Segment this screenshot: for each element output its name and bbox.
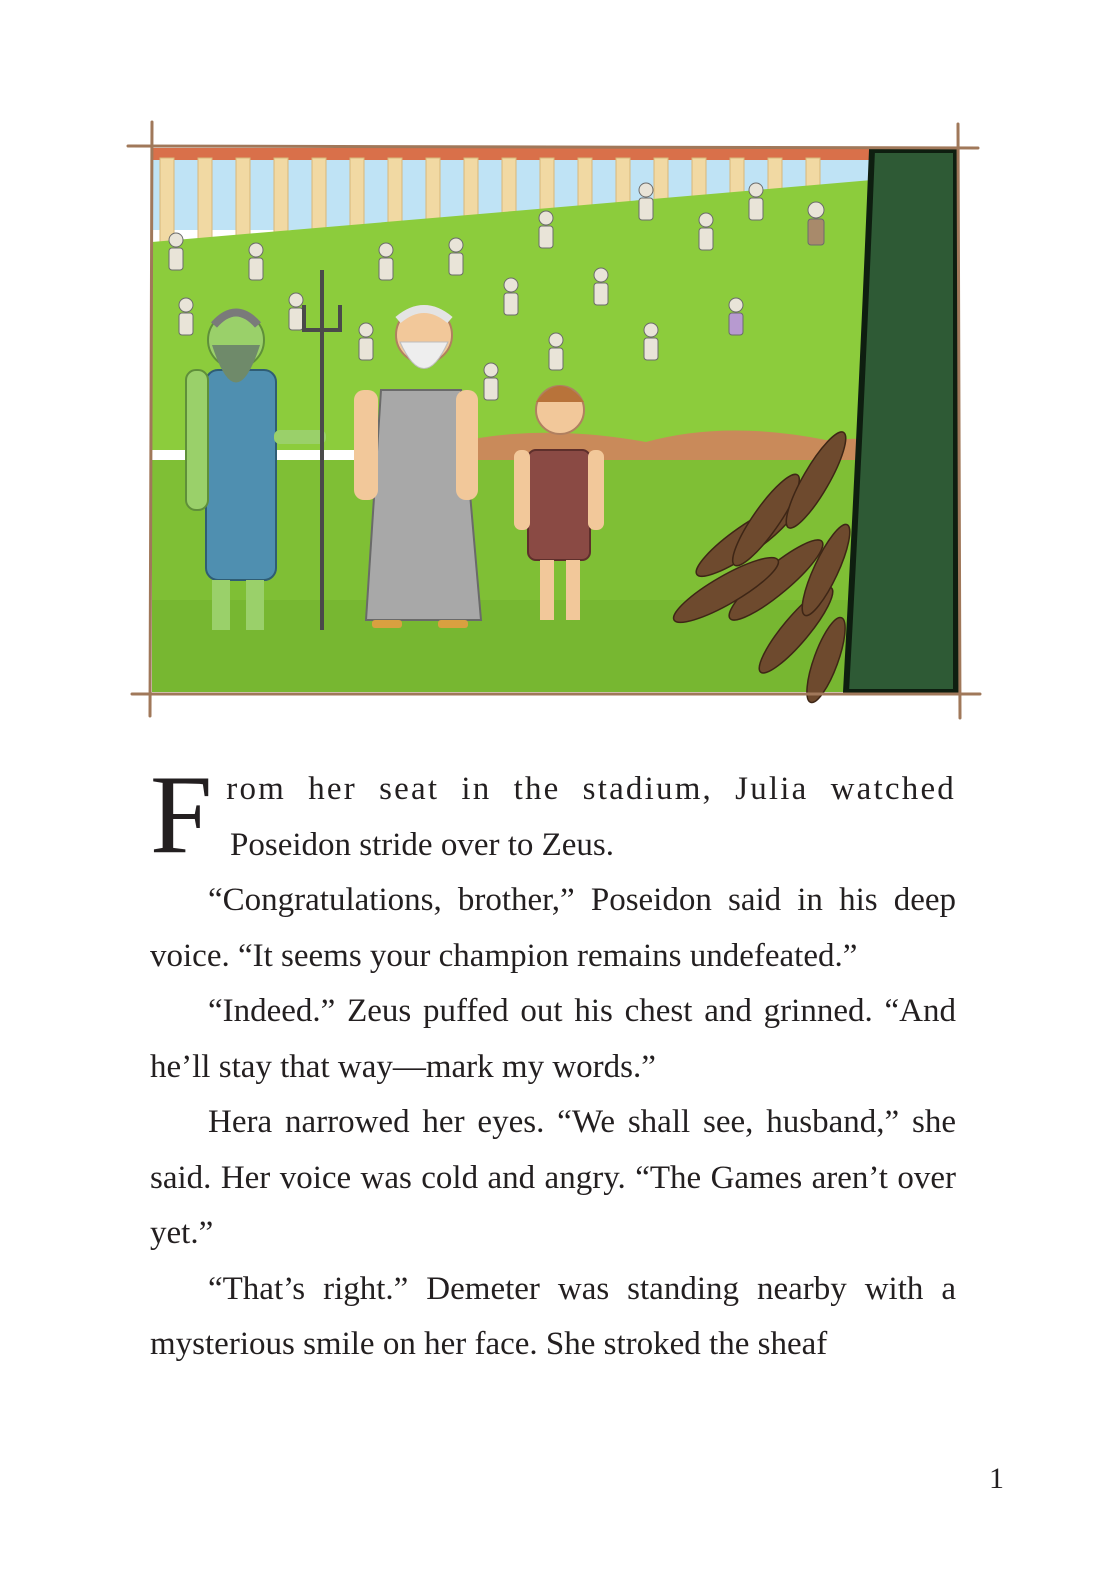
stadium-illustration — [126, 120, 982, 720]
paragraph: “Indeed.” Zeus puffed out his chest and grinned. “And he’ll stay that way—mark my words.” — [150, 993, 956, 1085]
drop-cap: F — [150, 753, 213, 877]
paragraph: “That’s right.” Demeter was standing nearby with a mysterious smile on her face. She stroked the sheaf — [150, 1270, 956, 1362]
paragraph: “Congratulations, brother,” Poseidon said in his deep voice. “It seems your champion remains undefeated.” — [150, 882, 956, 974]
opening-paragraph — [150, 753, 956, 877]
page-number: 1 — [989, 1462, 1004, 1495]
stadium-scene-icon — [126, 120, 982, 720]
paragraph: Hera narrowed her eyes. “We shall see, husband,” she said. Her voice was cold and angry. “The Games aren’t over yet.” — [150, 1104, 956, 1251]
story-text — [150, 753, 956, 1373]
opening-line-1: rom her seat in the stadium, Julia watched — [226, 771, 956, 807]
opening-line-2: Poseidon stride over to Zeus. — [230, 826, 615, 863]
